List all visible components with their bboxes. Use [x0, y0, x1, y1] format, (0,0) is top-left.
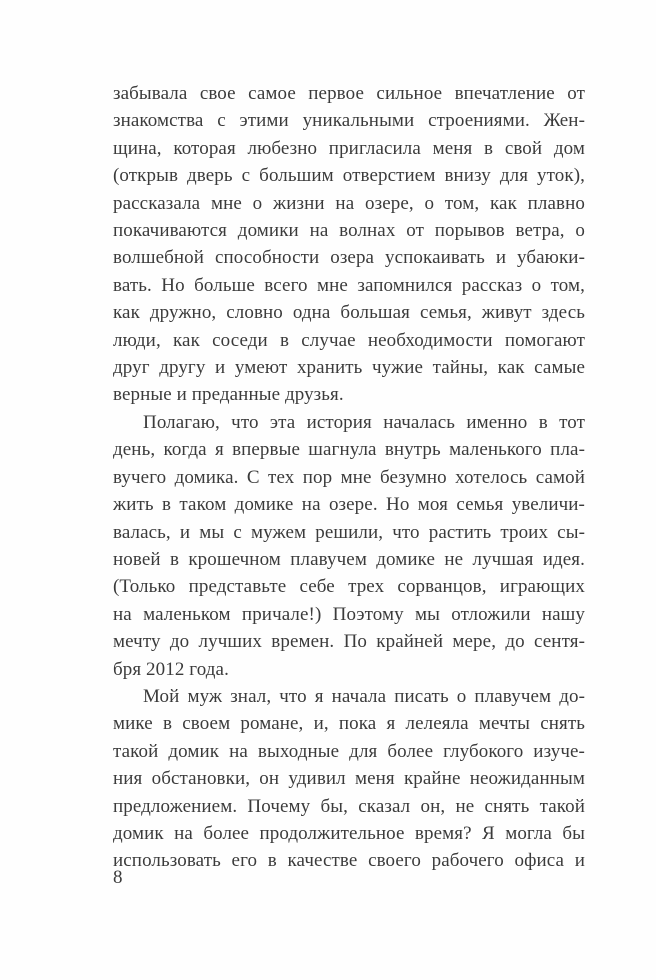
text-line: Мой муж знал, что я начала писать о плавучем до- — [143, 685, 585, 707]
text-line: бря 2012 года. — [113, 658, 229, 680]
text-line: (Только представьте себе трех сорванцов, играющих — [113, 576, 585, 598]
text-line: щина, которая любезно пригласила меня в свой дом — [113, 137, 585, 159]
text-line: люди, как соседи в случае необходимости помогают — [113, 329, 585, 351]
text-line: такой домик на выходные для более глубокого изуче- — [113, 740, 585, 762]
paragraph — [113, 683, 585, 875]
text-line: верные и преданные друзья. — [113, 384, 344, 406]
page-text — [113, 80, 585, 875]
text-line: новей в крошечном плавучем домике не лучшая идея. — [113, 548, 585, 570]
text-line: знакомства с этими уникальными строениями. Жен- — [113, 110, 585, 132]
text-line: как дружно, словно одна большая семья, живут здесь — [113, 302, 585, 324]
text-line: рассказала мне о жизни на озере, о том, как плавно — [113, 192, 585, 214]
text-line: вучего домика. С тех пор мне безумно хотелось самой — [113, 466, 585, 488]
text-line: Полагаю, что эта история началась именно в тот — [143, 411, 585, 433]
text-line: предложением. Почему бы, сказал он, не снять такой — [113, 795, 585, 817]
text-line: домик на более продолжительное время? Я могла бы — [113, 822, 585, 844]
text-line: забывала свое самое первое сильное впечатление от — [113, 83, 585, 104]
paragraph — [113, 80, 585, 409]
paragraph — [113, 409, 585, 683]
text-line: вать. Но больше всего мне запомнился рассказ о том, — [113, 274, 585, 296]
text-line: друг другу и умеют хранить чужие тайны, как самые — [113, 357, 585, 379]
text-line: ния обстановки, он удивил меня крайне неожиданным — [113, 768, 585, 790]
text-line: покачиваются домики на волнах от порывов ветра, о — [113, 220, 585, 242]
text-line: жить в таком домике на озере. Но моя семья увеличи- — [113, 494, 585, 516]
text-line: мечту до лучших времен. По крайней мере, до сентя- — [113, 631, 585, 653]
text-line: использовать его в качестве своего рабочего офиса и — [113, 850, 585, 872]
text-line: день, когда я впервые шагнула внутрь маленького пла- — [113, 439, 585, 461]
text-line: мике в своем романе, и, пока я лелеяла мечты снять — [113, 713, 585, 735]
page-number: 8 — [113, 867, 123, 888]
text-line: на маленьком причале!) Поэтому мы отложили нашу — [113, 603, 585, 625]
text-line: волшебной способности озера успокаивать и убаюки- — [113, 247, 585, 269]
text-line: (открыв дверь с большим отверстием внизу для уток), — [113, 165, 585, 187]
text-line: валась, и мы с мужем решили, что растить троих сы- — [113, 521, 585, 543]
